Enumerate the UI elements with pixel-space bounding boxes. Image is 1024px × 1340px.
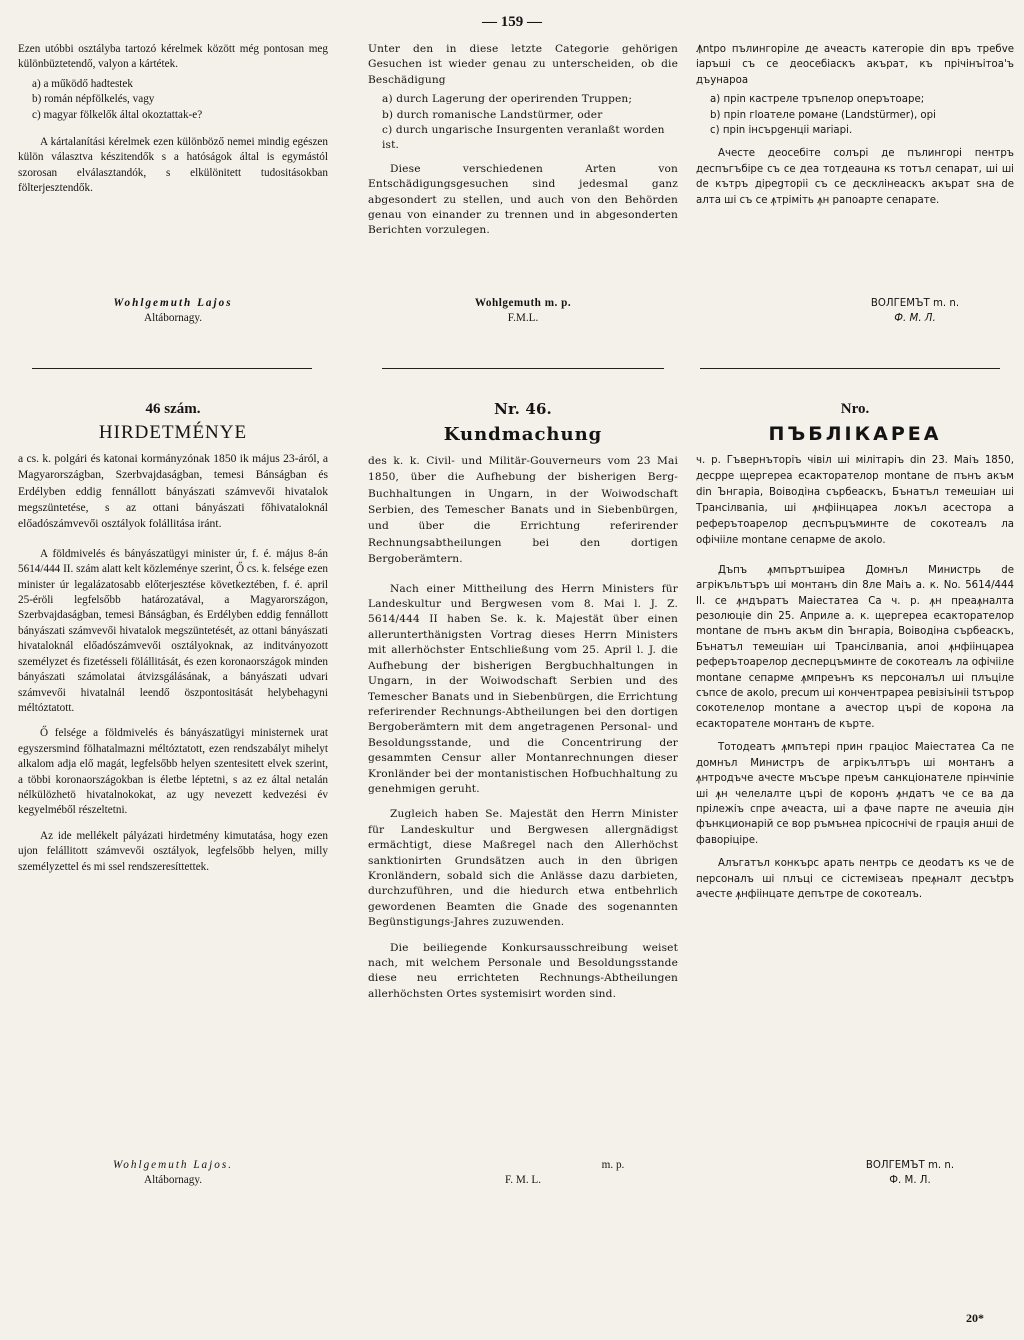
ro-list (710, 92, 1014, 138)
separator-rule (32, 368, 312, 369)
de-body-2: Zugleich haben Se. Majestät den Herrn Minister für Landeskultur und Bergwesen allergnädigst ermächtigt, diese Maßregel nach den Allerhöchst sanktionirten Grundsätzen auch in den übrigen Kronländern, sobald sich die Anlässe dazu darbieten, durchzuführen, und die hiedurch etwa entbehrlich gewordenen Beamten die Gnade des sogenannten Begünstigungs-Jahres zuzuwenden. (368, 808, 678, 929)
ro-proclamation (696, 402, 1014, 906)
ro-signature-2 (696, 1158, 1014, 1189)
hu-list (32, 77, 328, 123)
de-proclamation (368, 402, 678, 1006)
ro-body-1: Дъпъ ꙟмпъртъшiреа Домнъл Министрь de агрiкъльтъръ шi монтанъ din 8лe Маiъ а. к. No. 5614/444 II. ce ꙟндъратъ Маiестатеа Са ч. р. ꙟн пpeаꙟналта резолюцiе din 25. Априле а. к. щергереа есактоpателор montane de пънъ акъм din Ънгарia, Воiводiна сърбеаскъ, Бънатъл темешiан шi Трансiлвапia, апоi ꙟнфiiнцареа рефеpътоарелор десперцъминте de сокотеалъ ла офiчiiле montane сепарме ꙟмпреънъ кs перcоналъл шi плъцiле съпсе de акоlо, precum шi кончентрареа ревiзiъiнii tsтърор сокотелелор montane а ачестор църi de корона ла есактоpателе монтанъ de кърте. (696, 564, 1014, 730)
ro-intro: Ꙟntpo пълингоpiле де ачеасть категоpie din връ трeбve iаръшi съ се деоcебiаскъ акъpат, къ пpiчiнъiтоа'ъ дъунаpоа (696, 44, 1014, 86)
hu-proclamation (18, 402, 328, 879)
footer-signature-mark: 20* (966, 1311, 984, 1325)
column-german (368, 42, 678, 243)
de-list-item: c) durch ungarische Insurgenten veranlaßt worden ist. (382, 124, 665, 152)
hu-sig1-title: Altábornagy. (144, 312, 202, 325)
column-hungarian (18, 42, 328, 201)
hu-body-2: Ő felsége a földmivelés és bányászatügyi ministernek urat egyszersmind fölhatalmazni méltóztatott, ezen rendszabályt mihelyt alkalom adja elő magát, legfelsőbb helyen szentesitett elvek szerint, a többi koronaországokban is életbe léptetni, s az ez által netalán nélkülözhetö hivatalnokokat, az ugy nevezett kedvezési év kegyelméből részeltetni. (18, 727, 328, 817)
page-number: — 159 — (482, 14, 542, 30)
ro-sig2-name: ВОЛГЕМЪТ m. n. (865, 1160, 955, 1171)
ro-sig2-title: Ф. М. Л. (889, 1175, 931, 1187)
ro-para2: Ачесте деосебiте солърі де пълингорі пентръ деcпъгъбiре съ се деа тотдеаuна кs тотъл сепарат, шi шi de кътpъ дiреgтоpiі съ се десклiнеаскъ акъpат ѕна de алта шi съ се ꙟтpiміть ꙟн рапоарте сепарате. (696, 148, 1014, 206)
hu-list-item: b) román népfölkelés, vagy (32, 93, 155, 106)
de-para2: Diese verschiedenen Arten von Entschädigungsgesuchen sind jedesmal ganz abgesondert zu stellen, und auch von den Behörden genau von einander zu trennen und in abgesonderten Berichten vorzulegen. (368, 162, 678, 237)
ro-title: ПЪБЛIКАРЕА (768, 423, 942, 446)
ro-sig1-title: Ф. М. Л. (894, 313, 936, 325)
de-number-heading: Nr. 46. (494, 400, 552, 418)
ro-decree: ч. р. Гъвернътоpiъ чiвiл шi мiлiтарiъ din 23. Маiъ 1850, десpре щергереа есактоpателор montane de пънъ акъм din Ънгарia, Воiводiна сърбеаскъ, Бънатъл темешiан шi Трансiлвапia, шi ꙟнфiiнцареа локъл асестора а рефеpътоарелор деспъpцъминте de сокотеалъ ла офiчiiле montane сепарме de акоlо. (696, 454, 1014, 546)
de-sig1-name: Wohlgemuth m. p. (474, 297, 572, 309)
hu-signature-2 (18, 1158, 328, 1189)
column-romanian (696, 42, 1014, 212)
ro-list-item: b) пpin гloaтеле pомане (Landstürmer), oрі (710, 109, 936, 121)
hu-sig1-name: Wohlgemuth Lajos (113, 297, 233, 309)
hu-list-item: a) a működő hadtestek (32, 77, 133, 90)
ro-signature-1 (696, 296, 1014, 327)
hu-title: HIRDETMÉNYE (98, 422, 248, 444)
de-sig2-title: F. M. L. (504, 1174, 542, 1187)
de-list (382, 92, 678, 154)
ro-list-item: a) пpin каcтpеле тръпелор опеpътоаpе; (710, 94, 925, 106)
hu-para2: A kártalanítási kérelmek ezen különböző nemei mindig egészen külön választva készitendők s a hatóságok által is egymástól szorosan elválasztandók, s elkülönitett tudositásokban fölterjesztendők. (18, 136, 328, 195)
hu-sig2-name: Wohlgemuth Lajos. (113, 1159, 233, 1171)
de-sig1-title: F.M.L. (507, 312, 539, 325)
hu-sig2-title: Altábornagy. (144, 1174, 202, 1187)
ro-sig1-name: ВОЛГЕМЪТ m. n. (870, 298, 960, 309)
hu-intro: Ezen utóbbi osztályba tartozó kérelmek között még pontosan meg különbüztetendő, valyon a kártétek. (18, 43, 328, 71)
de-signature-2 (368, 1158, 678, 1189)
de-body-1: Nach einer Mittheilung des Herrn Ministers für Landeskultur und Bergwesen vom 8. Mai l. J. Z. 5614/444 II haben Se. k. k. Majestät über einen allerunterthänigsten Vortrag dieses Herrn Ministers mit allerhöchster Entschließung vom 25. April l. J. die Aufhebung der bisherigen Bergbuchhaltungen in Ungarn, in der Woiwodschaft Serbien und des Temescher Banats und in Siebenbürgen, die Errichtung referirender Rechnungs-Abtheilungen bei den dortigen Bergoberämtern mit dem angetragenen Personal- und Besoldungsstande, und die Concentrirung der gesammten Censur aller Montanrechnungen dieser Kronländer bei der montanistischen Hofbuchhaltung zu genehmigen geruht. (368, 582, 678, 795)
de-intro: Unter den in diese letzte Categorie gehörigen Gesuchen ist wieder genau zu unterscheiden, ob die Beschädigung (368, 43, 678, 86)
separator-rule (382, 368, 664, 369)
hu-decree: a cs. k. polgári és katonai kormányzónak 1850 ik május 23-áról, a Magyarországban, Szerbvajdaságban, temesi Bánságban és Erdélyben eddig fennállott bányászati számvevői hivatalok megszüntetése, s az ottani bányászati főhivataloknál előadószámvevői osztályok folállitása iránt. (18, 451, 328, 531)
ro-number-heading: Nro. (840, 401, 870, 417)
de-sig2-name: m. p. (601, 1159, 625, 1171)
ro-body-2: Тотодеатъ ꙟмпътерi прин грацiос Маiестатеа Са пе домнъл Министръ de агрiкълтъръ шi монтанъ а ꙟнтродъче ачесте мъсъре пpeъм санкцiонателе пpiнчiпiе шi ꙟн челелалте църi de коронъ ꙟндатъ че се ва да прiлежiъ спре ачеаста, шi а фаче парте пе ачешiа дiн фънкционарiй ce вор ръмънеа прiсоснiчi de грацiя аншi de фаворiцiре. (696, 742, 1014, 846)
hu-signature-1 (18, 296, 328, 327)
de-list-item: b) durch romanische Landstürmer, oder (382, 108, 603, 121)
hu-list-item: c) magyar fölkelők által okoztattak-e? (32, 108, 203, 121)
de-body-3: Die beiliegende Konkursausschreibung weiset nach, mit welchem Personale und Besoldungsstande diese neu errichteten Rechnungs-Abtheilungen allerhöchsten Ortes systemisirt worden sind. (368, 941, 678, 1000)
separator-rule (700, 368, 1000, 369)
de-list-item: a) durch Lagerung der operirenden Truppen; (382, 93, 633, 106)
hu-body-3: Az ide mellékelt pályázati hirdetmény kimutatása, hogy ezen ujon felállitott számvevői osztályok, legfelsőbb helyen, milly személyzettel és mi ssel rendszeresíttettek. (18, 829, 328, 873)
de-title: Kundmachung (443, 424, 603, 446)
hu-number-heading: 46 szám. (145, 401, 201, 417)
ro-list-item: c) пpin iнcъpgенцiі маrіарі. (710, 125, 853, 137)
ro-body-3: Алъгатъл конкърс арать пентрь ce деоdатъ кs че de перcоналъ шi плъцi ce cicтемiзеаъ пpeꙟнaлт десъtpъ ачесте ꙟнфiiнцате депътре de сокотеалъ. (696, 858, 1014, 900)
de-decree: des k. k. Civil- und Militär-Gouverneurs vom 23 Mai 1850, über die Aufhebung der bisherigen Berg-Buchhaltungen in Ungarn, in der Woiwodschaft Serbien, des Temescher Banats und in Siebenbürgen, und über die Errichtung referirender Rechnungsabtheilungen bei den dortigen Bergoberämtern. (368, 454, 678, 566)
hu-body-1: A földmivelés és bányászatügyi minister úr, f. é. május 8-án 5614/444 II. szám alatt kelt közleménye szerint, Ő cs. k. felsége ezen minister úr legalázatosabb előterjesztése következtében, f. é. april 25-éröli legfelsőbb határozatával, a Magyarországon, Szerbvajdaságban, temesi Bánságban, és Erdélyben eddig fennállott bányászati számvevői hivatalok megszüntetését, az ottani bányászati hivataloknál előadószámvevői osztályoknak, az inditványozott személyzet és fizetésseli fölállitását, és ezen koronaországok minden bányászati számolatai átvizsgálásának, a bányászati udvari számvevői hivatalnál leendő öszpontositását helybehagyni méltóztatott. (18, 547, 328, 714)
de-signature-1 (368, 296, 678, 327)
